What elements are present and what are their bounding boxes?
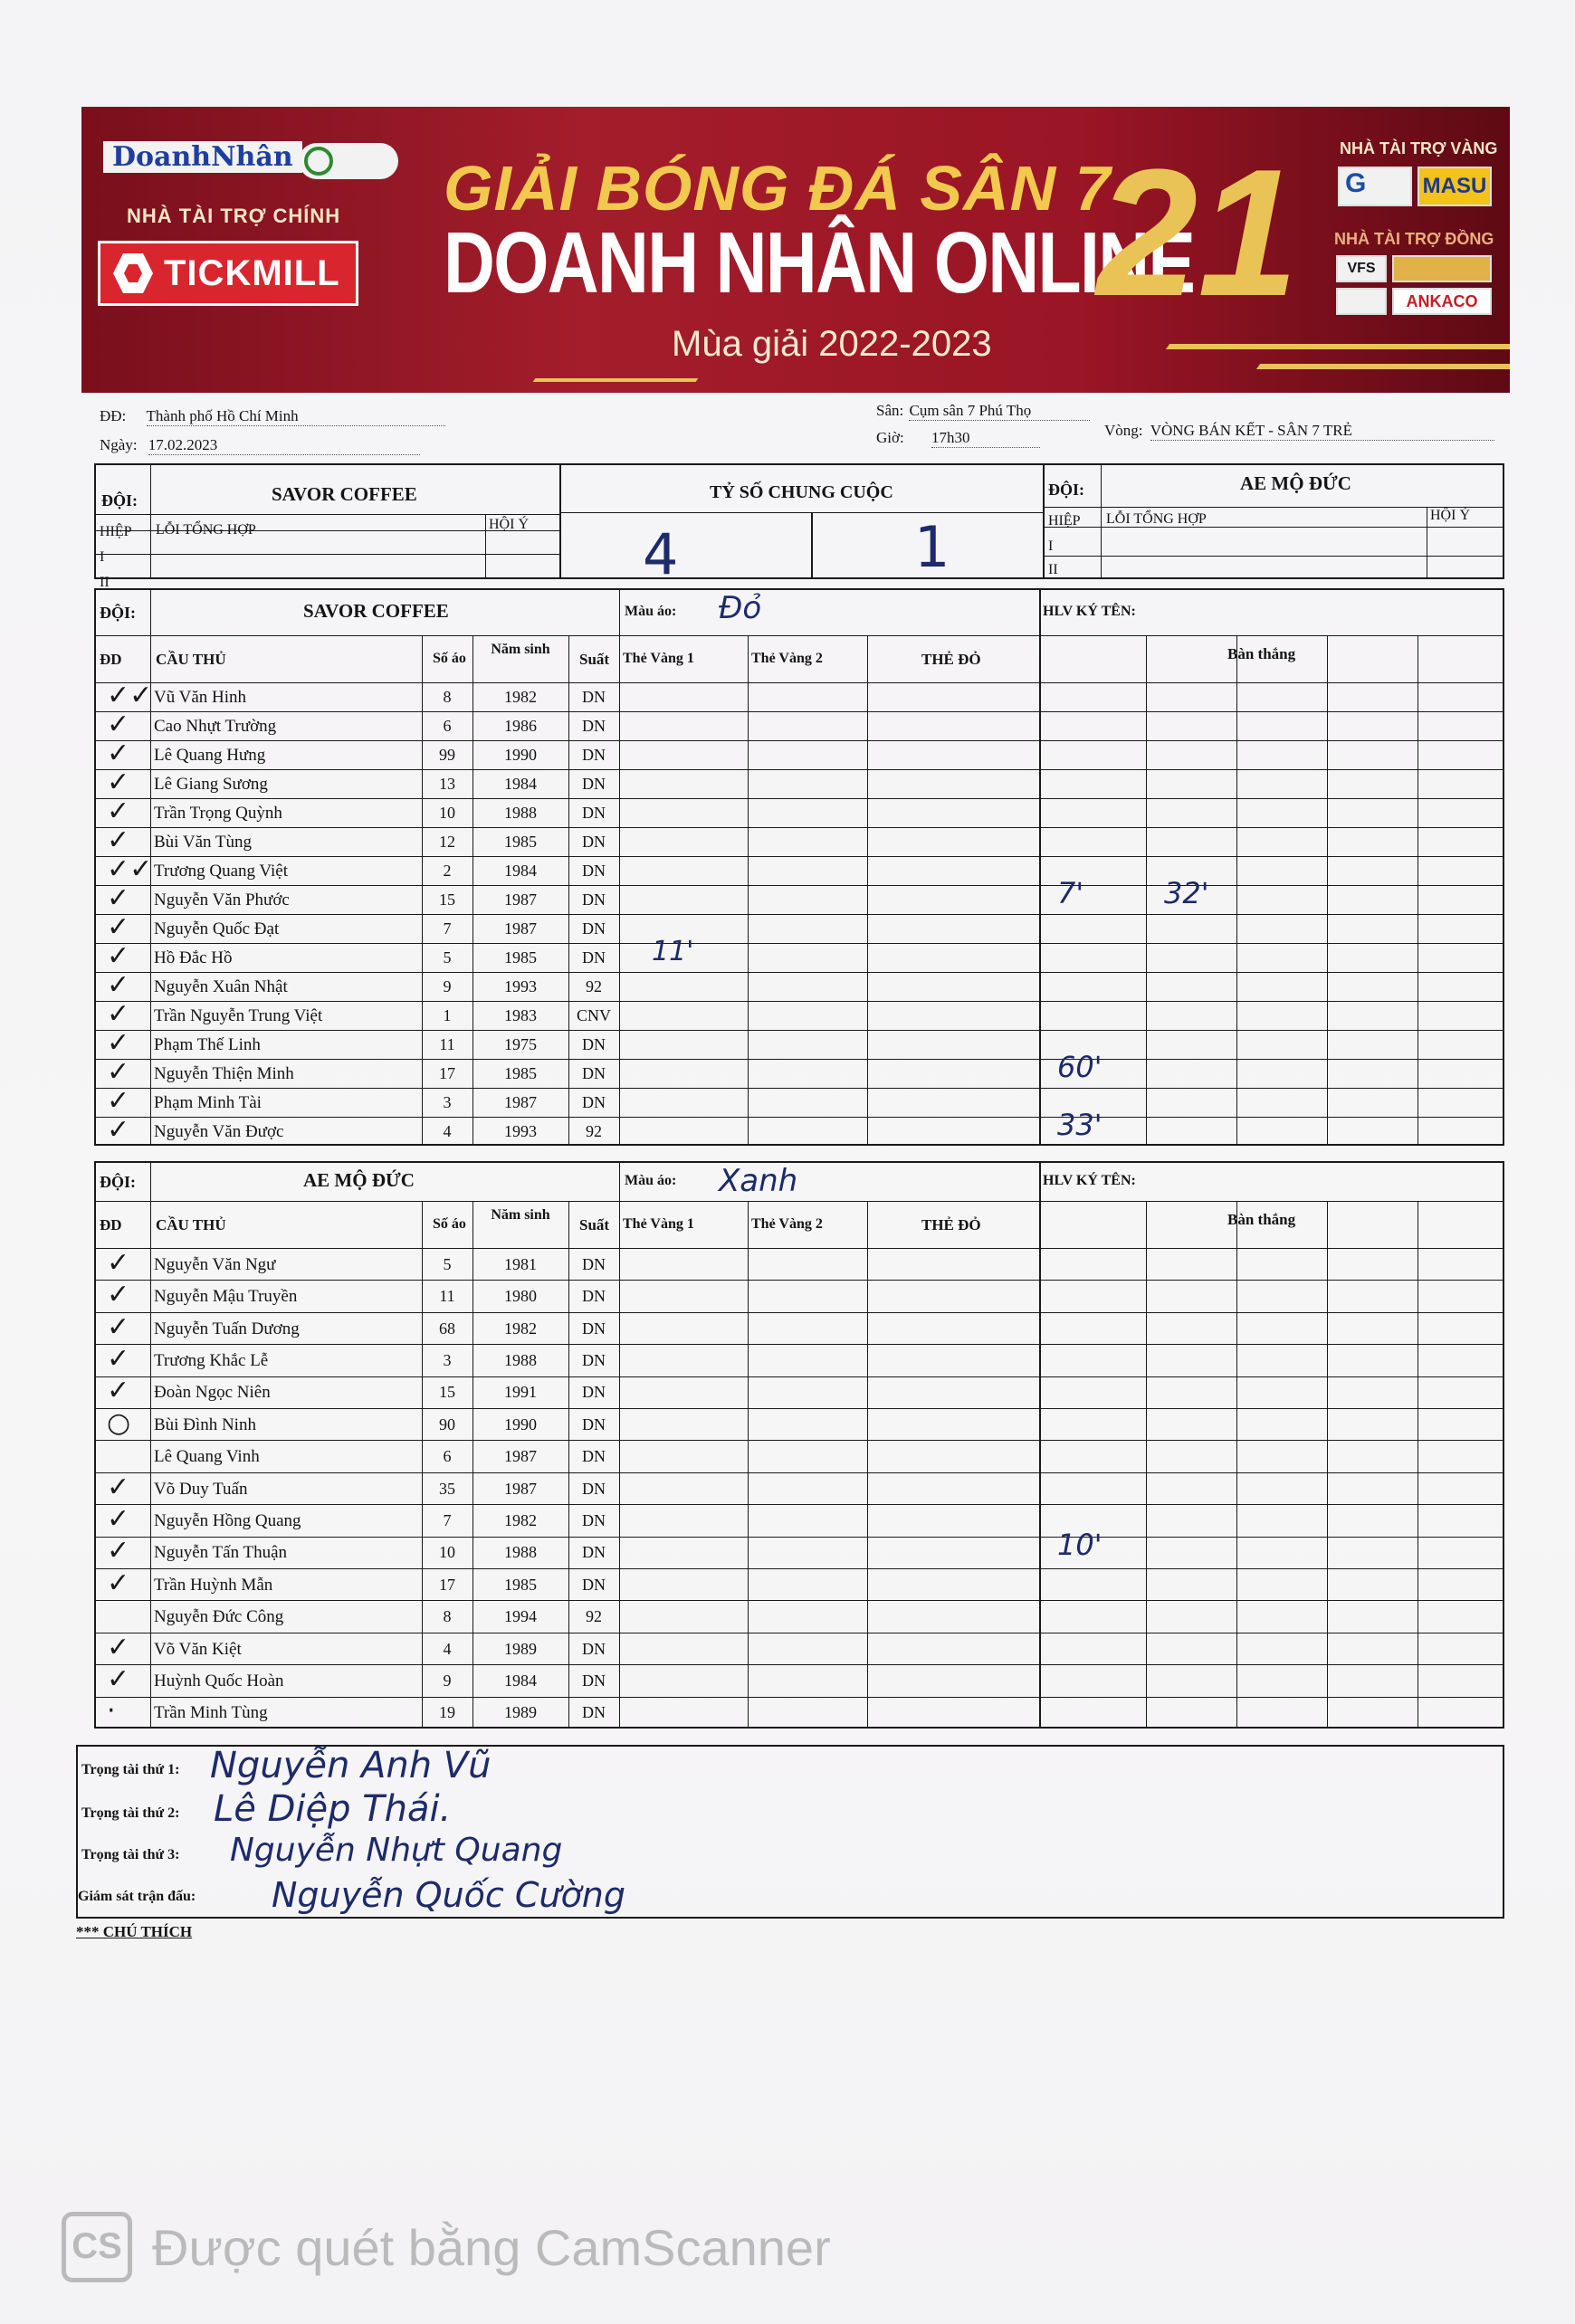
- score-away-half-1: I: [1048, 538, 1054, 554]
- attendance-check-icon: ✓: [107, 1085, 130, 1117]
- player-slot: DN: [582, 919, 606, 938]
- player-slot: 92: [586, 1607, 602, 1626]
- player-shirt-no: 3: [443, 1350, 452, 1369]
- goal-minute: 32': [1164, 876, 1209, 910]
- player-birth-year: 1986: [504, 717, 537, 735]
- partner-logo: [299, 143, 398, 179]
- player-birth-year: 1975: [504, 1035, 537, 1053]
- shirt-color-value: Đỏ: [719, 590, 762, 626]
- attendance-check-icon: ✓✓: [107, 853, 153, 885]
- bronze-sponsor-logo-2: [1392, 255, 1492, 282]
- player-shirt-no: 10: [439, 804, 455, 822]
- yellow-card-minute: 11': [652, 936, 694, 967]
- ref2-signature: Lê Diệp Thái.: [214, 1788, 452, 1830]
- gold-sponsor-label: NHÀ TÀI TRỢ VÀNG: [1340, 139, 1498, 157]
- player-shirt-no: 8: [443, 688, 452, 706]
- player-birth-year: 1989: [504, 1639, 537, 1658]
- ref2-label: Trọng tài thứ 2:: [81, 1805, 180, 1821]
- player-birth-year: 1989: [504, 1703, 537, 1722]
- player-slot: DN: [582, 1350, 606, 1369]
- player-shirt-no: 13: [439, 775, 455, 793]
- player-birth-year: 1988: [504, 1350, 537, 1369]
- player-slot: 92: [586, 1122, 602, 1140]
- attendance-check-icon: ✓: [107, 1310, 130, 1343]
- player-shirt-no: 9: [443, 1671, 452, 1690]
- attendance-check-icon: ✓: [107, 795, 130, 827]
- player-name: Phạm Thế Linh: [154, 1035, 261, 1054]
- player-name: Trần Huỳnh Mẫn: [154, 1575, 273, 1595]
- score-away-team-name: AE MỘ ĐỨC: [1240, 472, 1351, 494]
- player-shirt-no: 90: [439, 1414, 455, 1433]
- date-value: 17.02.2023: [148, 436, 420, 455]
- player-birth-year: 1985: [504, 833, 537, 851]
- player-shirt-no: 6: [443, 1447, 452, 1466]
- main-sponsor-label: NHÀ TÀI TRỢ CHÍNH: [127, 205, 341, 227]
- col-slot: Suất: [579, 651, 610, 668]
- score-home-team-label: ĐỘI:: [101, 491, 138, 510]
- col-red: THẺ ĐỎ: [921, 651, 981, 668]
- attendance-check-icon: ✓: [107, 1027, 130, 1059]
- gold-sponsor-g-logo: G: [1338, 167, 1412, 206]
- attendance-check-icon: ✓: [107, 1631, 130, 1663]
- player-slot: DN: [582, 948, 606, 967]
- roster-team-name: AE MỘ ĐỨC: [303, 1169, 415, 1191]
- player-slot: DN: [582, 1383, 606, 1402]
- roster-table-1: [94, 1161, 1504, 1729]
- place-value: Thành phố Hồ Chí Minh: [147, 407, 445, 426]
- player-slot: DN: [582, 1287, 606, 1306]
- attendance-check-icon: ✓: [107, 1662, 130, 1695]
- player-birth-year: 1987: [504, 1479, 537, 1498]
- attendance-check-icon: ✓: [107, 1471, 130, 1503]
- col-dd: ĐD: [100, 651, 122, 668]
- player-name: Huỳnh Quốc Hoàn: [154, 1671, 284, 1691]
- round-field: [1104, 422, 1494, 441]
- player-name: Trương Quang Việt: [154, 862, 288, 881]
- ref3-label: Trọng tài thứ 3:: [81, 1847, 180, 1862]
- player-birth-year: 1982: [504, 688, 537, 706]
- player-birth-year: 1980: [504, 1287, 537, 1306]
- player-shirt-no: 5: [443, 948, 452, 967]
- player-slot: DN: [582, 1671, 606, 1690]
- coach-sign-label: HLV KÝ TÊN:: [1043, 604, 1136, 619]
- player-name: Nguyễn Tuấn Dương: [154, 1319, 300, 1338]
- supervisor-label: Giám sát trận đấu:: [78, 1889, 196, 1904]
- player-slot: DN: [582, 1703, 606, 1722]
- player-name: Đoàn Ngọc Niên: [154, 1383, 271, 1403]
- player-name: Bùi Văn Tùng: [154, 833, 253, 852]
- date-label: Ngày:: [100, 436, 138, 453]
- player-birth-year: 1981: [504, 1254, 537, 1273]
- col-shirt-no: Số áo: [433, 1216, 466, 1232]
- player-slot: DN: [582, 804, 606, 822]
- camscanner-watermark: [62, 2212, 831, 2282]
- col-yellow1: Thẻ Vàng 1: [623, 651, 694, 666]
- doanhnhan-logo: DoanhNhân: [103, 141, 302, 173]
- attendance-check-icon: ✓: [107, 1502, 130, 1535]
- player-shirt-no: 17: [439, 1575, 455, 1594]
- player-slot: DN: [582, 1510, 606, 1529]
- player-birth-year: 1993: [504, 1122, 537, 1140]
- player-birth-year: 1985: [504, 1575, 537, 1594]
- attendance-check-icon: ✓: [107, 1279, 130, 1311]
- attendance-check-icon: ✓: [107, 1342, 130, 1375]
- player-name: Phạm Minh Tài: [154, 1093, 262, 1112]
- player-shirt-no: 1: [443, 1006, 452, 1024]
- attendance-check-icon: ✓: [107, 969, 130, 1001]
- player-slot: DN: [582, 891, 606, 909]
- player-shirt-no: 12: [439, 833, 455, 851]
- player-birth-year: 1984: [504, 775, 537, 793]
- col-dd: ĐD: [100, 1216, 122, 1233]
- player-birth-year: 1990: [504, 1414, 537, 1433]
- player-birth-year: 1988: [504, 804, 537, 822]
- col-yellow2: Thẻ Vàng 2: [751, 651, 823, 666]
- field-value: Cụm sân 7 Phú Thọ: [909, 402, 1090, 421]
- goal-minute: 10': [1057, 1527, 1102, 1562]
- col-goals: Bàn thắng: [1227, 645, 1296, 662]
- player-name: Cao Nhựt Trường: [154, 717, 277, 736]
- place-field: [100, 407, 445, 426]
- shirt-color-label: Màu áo:: [625, 1173, 677, 1188]
- player-birth-year: 1987: [504, 919, 537, 938]
- score-home-note-label: HỘI Ý: [489, 517, 529, 532]
- player-slot: DN: [582, 1035, 606, 1053]
- player-slot: DN: [582, 862, 606, 880]
- camscanner-text: Được quét bằng CamScanner: [152, 2218, 831, 2276]
- player-slot: DN: [582, 1479, 606, 1498]
- roster-table-0: [94, 588, 1504, 1146]
- time-field: [876, 429, 1040, 448]
- goal-minute: 60': [1057, 1050, 1102, 1084]
- player-name: Võ Văn Kiệt: [154, 1639, 242, 1659]
- player-birth-year: 1984: [504, 1671, 537, 1690]
- bronze-sponsor-logo-3: [1336, 288, 1387, 315]
- bronze-sponsor-label: NHÀ TÀI TRỢ ĐỒNG: [1334, 230, 1494, 248]
- player-birth-year: 1984: [504, 862, 537, 880]
- attendance-check-icon: ✓: [107, 911, 130, 943]
- player-shirt-no: 4: [443, 1122, 452, 1140]
- player-shirt-no: 35: [439, 1479, 455, 1498]
- player-birth-year: 1990: [504, 746, 537, 764]
- attendance-check-icon: ✓: [107, 1567, 130, 1599]
- col-yellow1: Thẻ Vàng 1: [623, 1216, 694, 1232]
- time-label: Giờ:: [876, 429, 904, 446]
- player-birth-year: 1985: [504, 948, 537, 967]
- place-label: ĐĐ:: [100, 407, 127, 424]
- player-shirt-no: 7: [443, 919, 452, 938]
- roster-team-label: ĐỘI:: [100, 1173, 136, 1191]
- player-slot: DN: [582, 1543, 606, 1562]
- player-slot: CNV: [576, 1006, 611, 1024]
- shirt-color-value: Xanh: [719, 1163, 798, 1199]
- player-slot: DN: [582, 833, 606, 851]
- player-shirt-no: 68: [439, 1319, 455, 1338]
- player-slot: DN: [582, 1639, 606, 1658]
- shirt-color-label: Màu áo:: [625, 604, 677, 619]
- attendance-check-icon: ○: [107, 1406, 131, 1439]
- player-birth-year: 1987: [504, 1093, 537, 1111]
- roster-team-label: ĐỘI:: [100, 604, 136, 622]
- date-field: [100, 436, 420, 455]
- banner-season: Mùa giải 2022-2023: [672, 324, 992, 364]
- player-name: Võ Duy Tuấn: [154, 1479, 248, 1499]
- player-name: Bùi Đình Ninh: [154, 1414, 256, 1434]
- player-shirt-no: 10: [439, 1543, 455, 1562]
- attendance-check-icon: ✓: [107, 738, 130, 769]
- player-name: Trương Khắc Lễ: [154, 1350, 269, 1370]
- player-name: Lê Quang Vinh: [154, 1447, 260, 1467]
- player-shirt-no: 11: [439, 1035, 455, 1053]
- player-slot: DN: [582, 1093, 606, 1111]
- player-name: Hồ Đắc Hồ: [154, 948, 233, 967]
- player-name: Nguyễn Mậu Truyền: [154, 1287, 298, 1307]
- col-player: CẦU THỦ: [156, 1216, 226, 1233]
- attendance-check-icon: ✓: [107, 998, 130, 1030]
- player-name: Nguyễn Văn Được: [154, 1122, 284, 1141]
- banner-edition-number: 21: [1097, 132, 1299, 334]
- player-slot: DN: [582, 688, 606, 706]
- supervisor-signature: Nguyễn Quốc Cường: [272, 1875, 625, 1915]
- player-name: Nguyễn Văn Ngư: [154, 1254, 276, 1274]
- attendance-check-icon: ✓: [107, 1535, 130, 1567]
- player-slot: DN: [582, 717, 606, 735]
- col-slot: Suất: [579, 1216, 610, 1233]
- player-name: Lê Giang Sương: [154, 775, 268, 794]
- player-shirt-no: 7: [443, 1510, 452, 1529]
- player-slot: DN: [582, 1447, 606, 1466]
- player-shirt-no: 6: [443, 717, 452, 735]
- away-goals: 1: [914, 514, 950, 580]
- score-away-half-label: HIỆP: [1048, 513, 1081, 529]
- player-shirt-no: 15: [439, 891, 455, 909]
- attendance-check-icon: ✓: [107, 1114, 130, 1146]
- roster-team-name: SAVOR COFFEE: [303, 600, 449, 622]
- attendance-check-icon: ✓: [107, 940, 130, 972]
- player-slot: DN: [582, 1254, 606, 1273]
- player-name: Lê Quang Hưng: [154, 746, 266, 765]
- player-birth-year: 1985: [504, 1064, 537, 1082]
- banner-title-line2: DOANH NHÂN ONLINE: [444, 214, 1195, 311]
- coach-sign-label: HLV KÝ TÊN:: [1043, 1173, 1136, 1188]
- col-birth-year: Năm sinh: [491, 642, 550, 657]
- attendance-check-icon: ✓: [107, 1056, 130, 1088]
- col-red: THẺ ĐỎ: [921, 1216, 981, 1233]
- player-name: Nguyễn Đức Công: [154, 1607, 284, 1627]
- attendance-check-icon: ✓: [107, 1375, 130, 1407]
- tickmill-hex-icon: [113, 253, 153, 293]
- score-away-note-label: HỘI Ý: [1430, 508, 1470, 523]
- tickmill-logo: [98, 241, 358, 306]
- player-shirt-no: 11: [439, 1287, 455, 1306]
- col-birth-year: Năm sinh: [491, 1207, 550, 1223]
- player-birth-year: 1994: [504, 1607, 537, 1626]
- attendance-check-icon: ✓✓: [107, 680, 153, 711]
- player-birth-year: 1991: [504, 1383, 537, 1402]
- score-home-error-label: LỖI TỔNG HỢP: [156, 522, 256, 538]
- field-field: [876, 402, 1090, 421]
- player-birth-year: 1993: [504, 977, 537, 995]
- col-goals: Bàn thắng: [1227, 1211, 1296, 1228]
- attendance-check-icon: ✓: [107, 824, 130, 856]
- col-player: CẦU THỦ: [156, 651, 226, 668]
- bronze-sponsor-ankaco-logo: ANKACO: [1392, 288, 1492, 315]
- player-birth-year: 1982: [504, 1510, 537, 1529]
- attendance-check-icon: ✓: [107, 882, 130, 914]
- main-sponsor-name: TICKMILL: [164, 252, 340, 293]
- goal-minute: 7': [1057, 876, 1084, 910]
- home-goals: 4: [643, 521, 679, 587]
- player-birth-year: 1988: [504, 1543, 537, 1562]
- score-away-half-2: II: [1048, 562, 1058, 577]
- player-name: Nguyễn Hồng Quang: [154, 1510, 301, 1530]
- score-away-error-label: LỖI TỔNG HỢP: [1106, 511, 1207, 527]
- score-home-half-1: I: [100, 549, 105, 565]
- score-home-team-name: SAVOR COFFEE: [272, 483, 417, 505]
- player-birth-year: 1987: [504, 1447, 537, 1466]
- player-birth-year: 1983: [504, 1006, 537, 1024]
- player-shirt-no: 15: [439, 1383, 455, 1402]
- attendance-check-icon: ·: [107, 1695, 116, 1728]
- ref3-signature: Nguyễn Nhựt Quang: [230, 1832, 563, 1869]
- round-value: VÒNG BÁN KẾT - SÂN 7 TRẺ: [1150, 422, 1494, 441]
- player-shirt-no: 19: [439, 1703, 455, 1722]
- tournament-banner: [81, 107, 1510, 393]
- attendance-check-icon: ✓: [107, 767, 130, 798]
- player-shirt-no: 99: [439, 746, 455, 764]
- player-birth-year: 1982: [504, 1319, 537, 1338]
- player-shirt-no: 9: [443, 977, 452, 995]
- ref1-label: Trọng tài thứ 1:: [81, 1762, 180, 1777]
- player-slot: DN: [582, 1414, 606, 1433]
- player-shirt-no: 17: [439, 1064, 455, 1082]
- col-shirt-no: Số áo: [433, 651, 466, 666]
- goal-minute: 33': [1057, 1108, 1102, 1142]
- player-shirt-no: 8: [443, 1607, 452, 1626]
- score-away-team-label: ĐỘI:: [1048, 481, 1084, 499]
- bronze-sponsor-vfs-logo: VFS: [1336, 255, 1387, 282]
- player-birth-year: 1987: [504, 891, 537, 909]
- player-name: Nguyễn Xuân Nhật: [154, 977, 288, 996]
- player-slot: DN: [582, 1319, 606, 1338]
- player-shirt-no: 2: [443, 862, 452, 880]
- banner-title-line1: GIẢI BÓNG ĐÁ SÂN 7: [444, 153, 1112, 224]
- player-name: Nguyễn Tấn Thuận: [154, 1543, 288, 1563]
- player-name: Nguyễn Thiện Minh: [154, 1064, 294, 1083]
- time-value: 17h30: [931, 429, 1040, 448]
- player-slot: DN: [582, 1575, 606, 1594]
- field-label: Sân:: [876, 402, 904, 419]
- attendance-check-icon: ✓: [107, 1246, 130, 1279]
- player-name: Trần Minh Tùng: [154, 1703, 268, 1723]
- score-home-half-2: II: [100, 575, 110, 590]
- col-yellow2: Thẻ Vàng 2: [751, 1216, 823, 1232]
- player-slot: DN: [582, 775, 606, 793]
- player-slot: DN: [582, 1064, 606, 1082]
- player-slot: 92: [586, 977, 602, 995]
- player-name: Nguyễn Quốc Đạt: [154, 919, 280, 938]
- player-shirt-no: 4: [443, 1639, 452, 1658]
- player-name: Trần Nguyễn Trung Việt: [154, 1006, 323, 1025]
- player-shirt-no: 3: [443, 1093, 452, 1111]
- player-name: Vũ Văn Hinh: [154, 688, 247, 707]
- note-label: *** CHÚ THÍCH: [76, 1923, 193, 1940]
- ref1-signature: Nguyễn Anh Vũ: [210, 1745, 492, 1786]
- round-label: Vòng:: [1104, 422, 1143, 439]
- player-name: Trần Trọng Quỳnh: [154, 804, 282, 823]
- camscanner-logo-icon: CS: [62, 2212, 132, 2282]
- score-home-half-label: HIỆP: [100, 524, 132, 539]
- player-shirt-no: 5: [443, 1254, 452, 1273]
- final-score-label: TỶ SỐ CHUNG CUỘC: [710, 482, 893, 502]
- player-slot: DN: [582, 746, 606, 764]
- player-name: Nguyễn Văn Phước: [154, 891, 290, 910]
- gold-sponsor-masu-logo: MASU: [1418, 167, 1492, 206]
- attendance-check-icon: ✓: [107, 709, 130, 740]
